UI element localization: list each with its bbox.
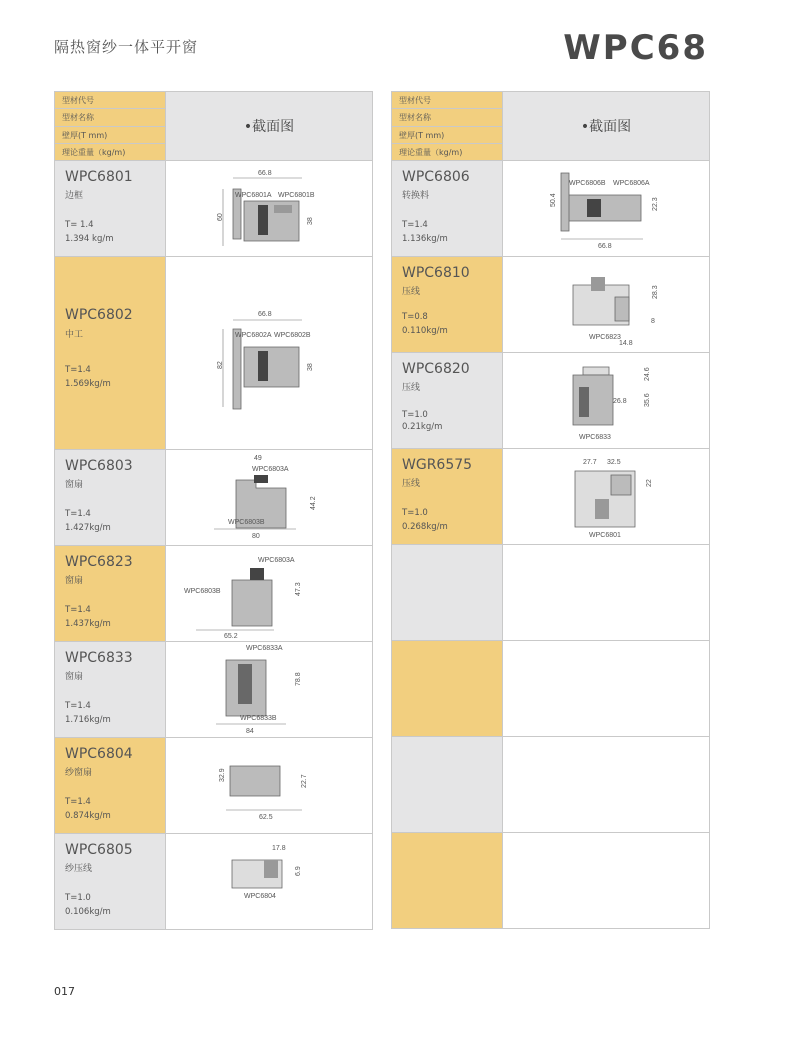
part-label-a: WPC6802A <box>235 332 272 339</box>
profile-name: 窗扇 <box>65 672 84 682</box>
profile-thickness: T=1.4 <box>65 605 91 615</box>
table-row <box>391 161 710 257</box>
part-label-a: WPC6801A <box>235 192 272 199</box>
profile-section-drawing <box>503 257 710 353</box>
table-row <box>391 257 710 353</box>
field-thickness-label: 壁厚(T mm) <box>392 127 502 144</box>
dim-height: 60 <box>217 213 224 221</box>
profile-thickness: T=0.8 <box>402 312 428 322</box>
dim-bottom: 66.8 <box>598 243 612 250</box>
table-row <box>54 834 373 930</box>
profile-name: 中工 <box>65 330 84 340</box>
model-code: WPC68 <box>563 28 708 68</box>
profile-code: WPC6810 <box>402 265 470 281</box>
table-row <box>54 161 373 257</box>
dim-right: 28.3 <box>652 285 659 299</box>
profile-code: WPC6823 <box>65 554 133 570</box>
profile-thickness: T=1.4 <box>65 701 91 711</box>
profile-code: WPC6803 <box>65 458 133 474</box>
profile-code: WPC6820 <box>402 361 470 377</box>
field-name-label: 型材名称 <box>392 109 502 126</box>
dim-width: 66.8 <box>258 170 272 177</box>
table-row <box>54 257 373 450</box>
profile-name: 边框 <box>65 191 84 201</box>
dim-right: 6.9 <box>295 866 302 876</box>
table-row <box>391 545 710 641</box>
profile-weight: 1.716kg/m <box>65 715 111 725</box>
table-row <box>54 450 373 546</box>
profile-code: WPC6802 <box>65 307 133 323</box>
dim-right: 47.3 <box>295 582 302 596</box>
dim-left: 50.4 <box>550 193 557 207</box>
dim-left: 32.9 <box>219 768 226 782</box>
profile-name: 窗扇 <box>65 576 84 586</box>
dim-right: 22.3 <box>652 197 659 211</box>
part-label-b: WPC6806B <box>569 180 606 187</box>
table-row <box>54 642 373 738</box>
dim-bottom: 14.8 <box>619 340 633 347</box>
profile-section-drawing <box>166 642 373 738</box>
profile-code: WPC6806 <box>402 169 470 185</box>
ref-label: WPC6823 <box>589 334 621 341</box>
dim-bottom: 62.5 <box>259 814 273 821</box>
dim-right: 78.8 <box>295 672 302 686</box>
part-label-a: WPC6803A <box>252 466 289 473</box>
dim-height: 82 <box>217 361 224 369</box>
table-header <box>391 91 710 161</box>
table-header <box>54 91 373 161</box>
part-label-b: WPC6804 <box>244 893 276 900</box>
profile-thickness: T=1.4 <box>65 797 91 807</box>
part-label-b: WPC6833B <box>240 715 277 722</box>
dim-top: 17.8 <box>272 845 286 852</box>
profile-thickness: T= 1.4 <box>65 220 94 230</box>
part-label-b: WPC6803B <box>228 519 265 526</box>
profile-weight: 0.110kg/m <box>402 326 448 336</box>
section-label: •截面图 <box>503 91 710 161</box>
profile-section-drawing <box>166 738 373 834</box>
profile-section-drawing <box>166 546 373 642</box>
profile-weight: 0.874kg/m <box>65 811 111 821</box>
profile-weight: 1.394 kg/m <box>65 234 114 244</box>
table-row <box>391 353 710 449</box>
dim-right: 38 <box>307 363 314 371</box>
profile-weight: 0.268kg/m <box>402 522 448 532</box>
profile-weight: 1.427kg/m <box>65 523 111 533</box>
profile-table-left <box>54 91 373 930</box>
field-code-label: 型材代号 <box>392 92 502 109</box>
field-code-label: 型材代号 <box>55 92 165 109</box>
table-row <box>391 449 710 545</box>
ref-label: WPC6833 <box>579 434 611 441</box>
profile-thickness: T=1.0 <box>402 508 428 518</box>
part-label-b: WPC6803B <box>184 588 221 595</box>
profile-name: 压线 <box>402 383 421 393</box>
field-name-label: 型材名称 <box>55 109 165 126</box>
profile-code: WPC6833 <box>65 650 133 666</box>
section-label: •截面图 <box>166 91 373 161</box>
dim-right: 44.2 <box>310 496 317 510</box>
profile-weight: 1.437kg/m <box>65 619 111 629</box>
profile-section-drawing <box>166 257 373 450</box>
profile-name: 窗扇 <box>65 480 84 490</box>
profile-weight: 1.136kg/m <box>402 234 448 244</box>
profile-thickness: T=1.4 <box>65 509 91 519</box>
part-label-a: WPC6806A <box>613 180 650 187</box>
profile-section-drawing <box>503 161 710 257</box>
table-row <box>391 737 710 833</box>
page-number: 017 <box>54 985 75 998</box>
profile-name: 压线 <box>402 287 421 297</box>
dim-bottom: 84 <box>246 728 254 735</box>
dim-top-2: 32.5 <box>607 459 621 466</box>
dim-width: 66.8 <box>258 311 272 318</box>
profile-section-drawing <box>166 161 373 257</box>
dim-mid: 26.8 <box>613 398 627 405</box>
dim-right: 24.6 <box>644 367 651 381</box>
field-weight-label: 理论重量（kg/m) <box>62 147 126 157</box>
profile-weight: 1.569kg/m <box>65 379 111 389</box>
profile-section-drawing <box>166 834 373 930</box>
dim-bottom: 65.2 <box>224 633 238 640</box>
profile-name: 转换料 <box>402 191 430 201</box>
profile-table-right <box>391 91 710 929</box>
table-row <box>54 546 373 642</box>
profile-weight: 0.106kg/m <box>65 907 111 917</box>
table-row <box>54 738 373 834</box>
profile-name: 压线 <box>402 479 421 489</box>
dim-right: 22 <box>646 479 653 487</box>
dim-top: 49 <box>254 455 262 462</box>
field-thickness-label: 壁厚(T mm) <box>55 127 165 144</box>
profile-thickness: T=1.4 <box>65 365 91 375</box>
table-row <box>391 641 710 737</box>
part-label-a: WPC6833A <box>246 645 283 652</box>
profile-thickness: T=1.0 <box>402 410 428 420</box>
profile-name: 纱窗扇 <box>65 768 93 778</box>
profile-section-drawing <box>503 449 710 545</box>
part-label-b: WPC6802B <box>274 332 311 339</box>
profile-code: WPC6801 <box>65 169 133 185</box>
profile-name: 纱压线 <box>65 864 93 874</box>
dim-top-1: 27.7 <box>583 459 597 466</box>
profile-weight: 0.21kg/m <box>402 422 443 432</box>
dim-right-2: 35.6 <box>644 393 651 407</box>
profile-code: WPC6804 <box>65 746 133 762</box>
dim-right: 38 <box>307 217 314 225</box>
ref-label: WPC6801 <box>589 532 621 539</box>
field-weight-label: 理论重量（kg/m) <box>399 147 463 157</box>
profile-code: WPC6805 <box>65 842 133 858</box>
part-label-a: WPC6803A <box>258 557 295 564</box>
dim-right: 22.7 <box>301 774 308 788</box>
dim-bottom: 80 <box>252 533 260 540</box>
page-title: 隔热窗纱一体平开窗 <box>54 38 199 56</box>
dim-small: 8 <box>651 318 655 325</box>
profile-section-drawing <box>503 353 710 449</box>
part-label-b: WPC6801B <box>278 192 315 199</box>
profile-code: WGR6575 <box>402 457 473 473</box>
profile-section-drawing <box>166 450 373 546</box>
profile-thickness: T=1.4 <box>402 220 428 230</box>
profile-thickness: T=1.0 <box>65 893 91 903</box>
table-row <box>391 833 710 929</box>
